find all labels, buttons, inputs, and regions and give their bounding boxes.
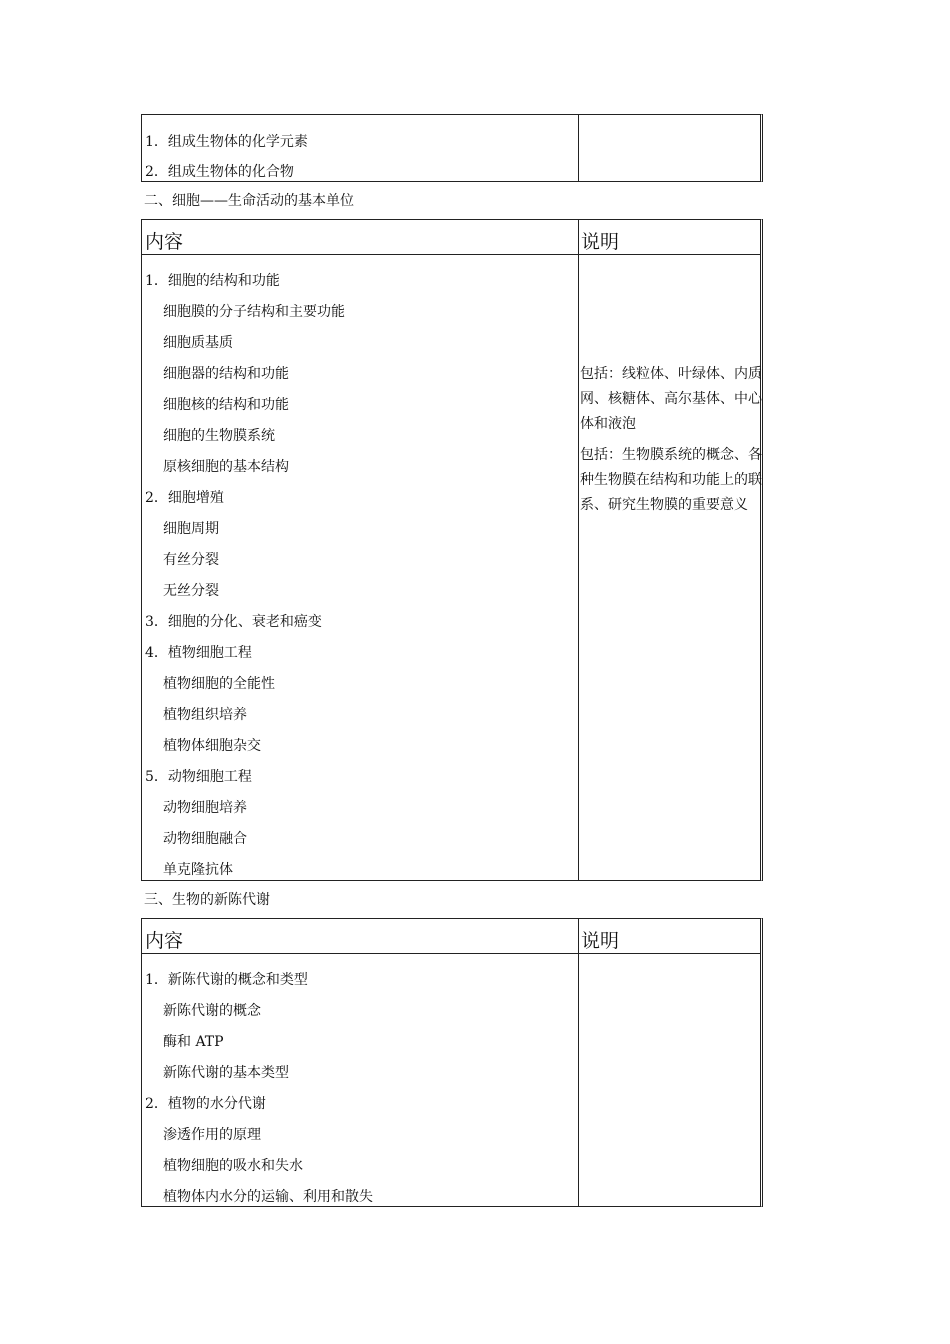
table-row: 渗透作用的原理 bbox=[163, 1127, 261, 1143]
table-2 bbox=[141, 219, 763, 881]
table-header bbox=[142, 220, 760, 255]
table-row: 细胞周期 bbox=[163, 521, 219, 537]
column-divider bbox=[578, 115, 579, 181]
table-row: 1．组成生物体的化学元素 bbox=[145, 134, 308, 150]
table-row: 植物细胞的全能性 bbox=[163, 676, 275, 692]
table-row: 1．细胞的结构和功能 bbox=[145, 273, 280, 289]
header-note: 说明 bbox=[581, 231, 620, 253]
table-row: 2．植物的水分代谢 bbox=[145, 1096, 266, 1112]
table-row: 无丝分裂 bbox=[163, 583, 219, 599]
note-organelles: 包括：线粒体、叶绿体、内质网、核糖体、高尔基体、中心体和液泡 bbox=[580, 366, 762, 432]
table-row: 2．细胞增殖 bbox=[145, 490, 224, 506]
header-note: 说明 bbox=[581, 930, 620, 952]
note-biomembrane: 包括：生物膜系统的概念、各种生物膜在结构和功能上的联系、研究生物膜的重要意义 bbox=[580, 447, 762, 513]
table-row: 细胞质基质 bbox=[163, 335, 233, 351]
header-content: 内容 bbox=[145, 231, 184, 253]
table-row: 原核细胞的基本结构 bbox=[163, 459, 289, 475]
table-row: 单克隆抗体 bbox=[163, 862, 233, 878]
table-row: 细胞的生物膜系统 bbox=[163, 428, 275, 444]
table-row: 2．组成生物体的化合物 bbox=[145, 164, 294, 180]
table-row: 细胞核的结构和功能 bbox=[163, 397, 289, 413]
table-header bbox=[142, 919, 760, 954]
table-row: 植物体内水分的运输、利用和散失 bbox=[163, 1189, 373, 1205]
column-divider bbox=[578, 220, 579, 880]
table-row: 细胞膜的分子结构和主要功能 bbox=[163, 304, 345, 320]
table-1 bbox=[141, 114, 763, 182]
table-row: 新陈代谢的基本类型 bbox=[163, 1065, 289, 1081]
table-row: 有丝分裂 bbox=[163, 552, 219, 568]
table-row: 5．动物细胞工程 bbox=[145, 769, 252, 785]
table-row: 植物细胞的吸水和失水 bbox=[163, 1158, 303, 1174]
header-content: 内容 bbox=[145, 930, 184, 952]
table-3 bbox=[141, 918, 763, 1207]
column-divider bbox=[578, 919, 579, 1206]
table-row: 1．新陈代谢的概念和类型 bbox=[145, 972, 308, 988]
table-row: 动物细胞培养 bbox=[163, 800, 247, 816]
section-3-title: 三、生物的新陈代谢 bbox=[144, 892, 270, 908]
table-row: 细胞器的结构和功能 bbox=[163, 366, 289, 382]
table-row: 植物体细胞杂交 bbox=[163, 738, 261, 754]
table-row: 4．植物细胞工程 bbox=[145, 645, 252, 661]
table-row: 植物组织培养 bbox=[163, 707, 247, 723]
table-row: 新陈代谢的概念 bbox=[163, 1003, 261, 1019]
table-row: 动物细胞融合 bbox=[163, 831, 247, 847]
table-row: 酶和 ATP bbox=[163, 1034, 224, 1050]
section-2-title: 二、细胞——生命活动的基本单位 bbox=[144, 193, 354, 209]
table-row: 3．细胞的分化、衰老和癌变 bbox=[145, 614, 322, 630]
